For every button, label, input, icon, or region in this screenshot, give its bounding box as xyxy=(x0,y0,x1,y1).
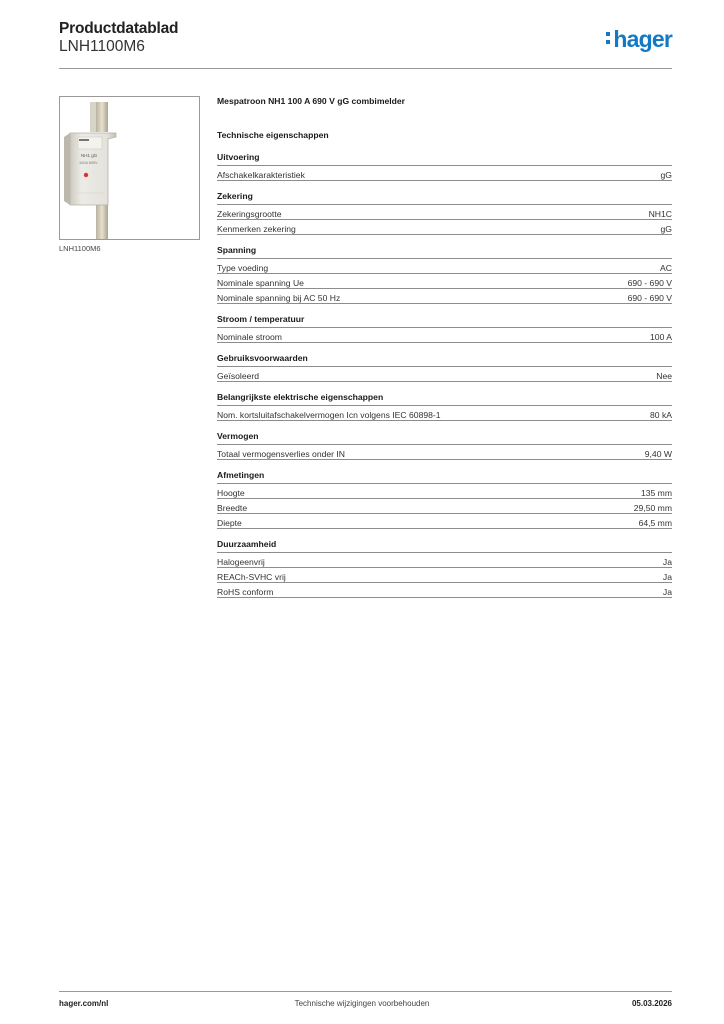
spec-label: Nominale spanning bij AC 50 Hz xyxy=(217,293,341,303)
spec-row xyxy=(217,406,672,421)
image-caption: LNH1100M6 xyxy=(59,244,101,253)
spec-row xyxy=(217,514,672,529)
spec-row xyxy=(217,445,672,460)
spec-label: Diepte xyxy=(217,518,242,528)
spec-label: Type voeding xyxy=(217,263,269,273)
spec-group-title: Vermogen xyxy=(217,431,672,445)
logo-text: hager xyxy=(613,26,672,52)
spec-label: RoHS conform xyxy=(217,587,274,597)
spec-row xyxy=(217,289,672,304)
spec-group-title: Belangrijkste elektrische eigenschappen xyxy=(217,392,672,406)
fuse-label-rating: 100A 690V xyxy=(79,161,98,165)
spec-value: 690 - 690 V xyxy=(627,293,672,303)
spec-label: Hoogte xyxy=(217,488,245,498)
spec-group xyxy=(217,539,672,598)
page-title: Productdatablad xyxy=(59,20,179,37)
spec-label: Totaal vermogensverlies onder IN xyxy=(217,449,346,459)
spec-row xyxy=(217,553,672,568)
spec-row xyxy=(217,205,672,220)
spec-row xyxy=(217,499,672,514)
spec-value: gG xyxy=(660,170,672,180)
spec-value: Ja xyxy=(662,557,672,567)
header-divider xyxy=(59,68,672,69)
spec-label: Geïsoleerd xyxy=(217,371,260,381)
spec-group-title: Afmetingen xyxy=(217,470,672,484)
spec-label: Afschakelkarakteristiek xyxy=(217,170,305,180)
hager-logo[interactable] xyxy=(606,26,672,53)
spec-row xyxy=(217,166,672,181)
fuse-product-icon xyxy=(60,97,199,239)
spec-label: Breedte xyxy=(217,503,248,513)
footer-disclaimer: Technische wijzigingen voorbehouden xyxy=(294,999,430,1008)
product-image-frame xyxy=(59,96,200,240)
spec-value: AC xyxy=(660,263,672,273)
spec-label: Kenmerken zekering xyxy=(217,224,296,234)
spec-label: Nominale stroom xyxy=(217,332,282,342)
logo-dots-icon xyxy=(606,32,611,48)
spec-value: 690 - 690 V xyxy=(627,278,672,288)
spec-value: 135 mm xyxy=(640,488,672,498)
spec-label: Nominale spanning Ue xyxy=(217,278,304,288)
spec-value: 29,50 mm xyxy=(633,503,672,513)
spec-value: gG xyxy=(660,224,672,234)
spec-group xyxy=(217,191,672,235)
footer-date: 05.03.2026 xyxy=(631,999,672,1008)
spec-row xyxy=(217,274,672,289)
product-title: Mespatroon NH1 100 A 690 V gG combimelder xyxy=(217,96,406,106)
spec-row xyxy=(217,220,672,235)
spec-group xyxy=(217,245,672,304)
spec-value: Ja xyxy=(662,587,672,597)
spec-row xyxy=(217,328,672,343)
spec-group-title: Duurzaamheid xyxy=(217,539,672,553)
spec-group xyxy=(217,353,672,382)
spec-value: 100 A xyxy=(650,332,672,342)
spec-group xyxy=(217,314,672,343)
spec-value: 64,5 mm xyxy=(638,518,672,528)
spec-group xyxy=(217,392,672,421)
fuse-label-text: NH1 gG xyxy=(81,153,98,158)
spec-label: Nom. kortsluitafschakelvermogen Icn volgens IEC 60898-1 xyxy=(217,410,441,420)
spec-groups xyxy=(217,152,672,598)
spec-group xyxy=(217,431,672,460)
spec-value: 80 kA xyxy=(650,410,672,420)
spec-group xyxy=(217,470,672,529)
footer-website-link[interactable]: hager.com/nl xyxy=(59,999,109,1008)
spec-value: NH1C xyxy=(648,209,672,219)
spec-row xyxy=(217,583,672,598)
spec-value: Ja xyxy=(662,572,672,582)
spec-label: REACh-SVHC vrij xyxy=(217,572,286,582)
spec-row xyxy=(217,367,672,382)
spec-row xyxy=(217,484,672,499)
spec-group xyxy=(217,152,672,181)
spec-row xyxy=(217,259,672,274)
spec-label: Halogeenvrij xyxy=(217,557,265,567)
spec-group-title: Spanning xyxy=(217,245,672,259)
spec-row xyxy=(217,568,672,583)
spec-value: Nee xyxy=(656,371,672,381)
tech-heading: Technische eigenschappen xyxy=(217,130,329,140)
spec-content xyxy=(217,96,672,598)
footer-divider xyxy=(59,991,672,992)
spec-value: 9,40 W xyxy=(644,449,672,459)
spec-group-title: Gebruiksvoorwaarden xyxy=(217,353,672,367)
spec-group-title: Zekering xyxy=(217,191,672,205)
product-code: LNH1100M6 xyxy=(59,38,145,55)
spec-label: Zekeringsgrootte xyxy=(217,209,282,219)
spec-group-title: Uitvoering xyxy=(217,152,672,166)
spec-group-title: Stroom / temperatuur xyxy=(217,314,672,328)
